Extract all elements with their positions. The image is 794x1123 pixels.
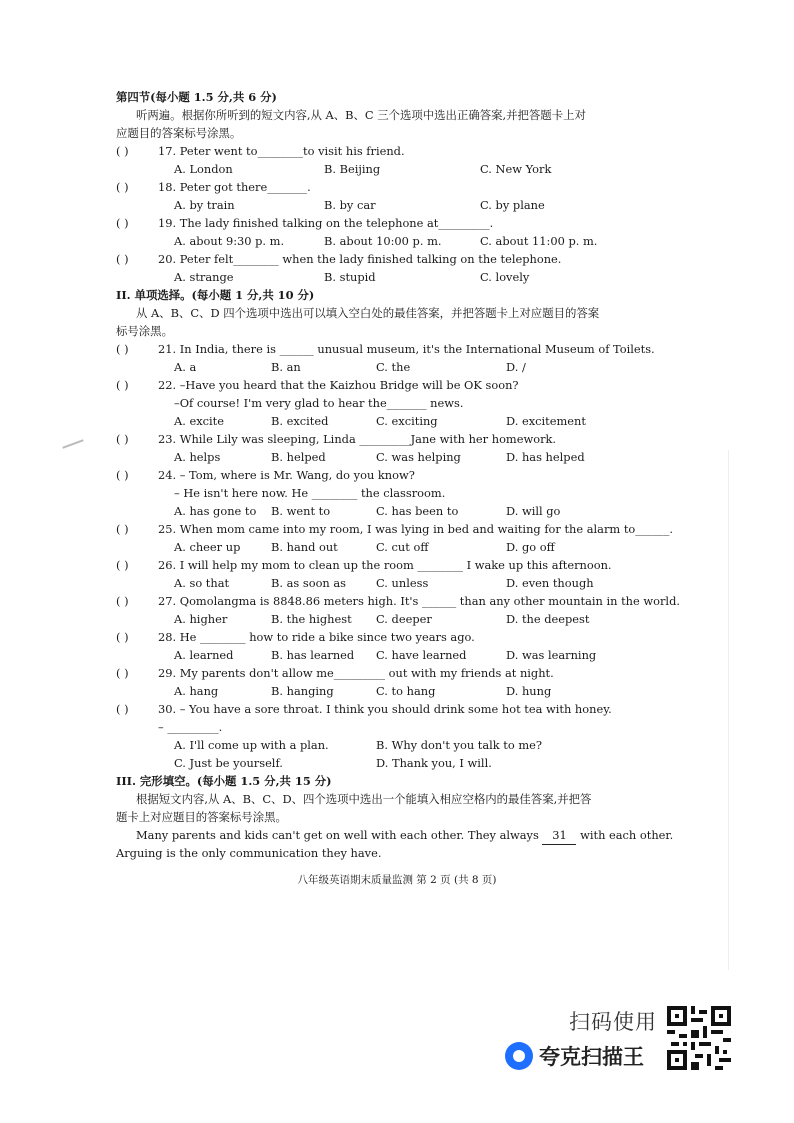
scan-scratch (62, 439, 83, 448)
question-24 (116, 466, 646, 484)
question-text: 28. He ________ how to ride a bike since two years ago. (158, 630, 475, 644)
option-d: D. will go (506, 504, 561, 518)
question-text: –Of course! I'm very glad to hear the_______ news. (174, 396, 464, 410)
option-c: C. by plane (480, 198, 545, 212)
passage-line-2: Arguing is the only communication they have. (116, 846, 382, 860)
section4-instruction-1: 听两遍。根据你所听到的短文内容,从 A、B、C 三个选项中选出正确答案,并把答题卡上对 (136, 108, 586, 122)
section4-questions (116, 142, 646, 286)
option-a: A. by train (174, 198, 235, 212)
answer-paren[interactable]: ( ) (116, 558, 129, 572)
option-b: B. as soon as (271, 576, 347, 590)
option-c: C. to hang (376, 684, 436, 698)
option-a: A. about 9:30 p. m. (174, 234, 285, 248)
question-text: 26. I will help my mom to clean up the room ________ I wake up this afternoon. (158, 558, 612, 572)
question-22 (116, 376, 646, 394)
passage-line-1 (116, 826, 674, 844)
option-d: D. was learning (506, 648, 597, 662)
blank-31: 31 (542, 826, 576, 845)
passage-text-a: Many parents and kids can't get on well with each other. They always (136, 828, 539, 842)
option-b: B. hand out (271, 540, 338, 554)
option-c: C. have learned (376, 648, 467, 662)
option-c: C. Just be yourself. (174, 756, 283, 770)
scanner-watermark (505, 1006, 735, 1076)
option-a: A. higher (174, 612, 228, 626)
qr-code-icon[interactable] (667, 1006, 731, 1070)
option-b: B. went to (271, 504, 331, 518)
option-c: C. the (376, 360, 411, 374)
option-d: D. Thank you, I will. (376, 756, 492, 770)
question-text: 24. – Tom, where is Mr. Wang, do you know? (158, 468, 415, 482)
question-options (116, 610, 646, 628)
question-options (116, 502, 646, 520)
watermark-top-text: 扫码使用 (569, 1010, 657, 1034)
section2-instruction-1: 从 A、B、C、D 四个选项中选出可以填入空白处的最佳答案，并把答题卡上对应题目的答案 (136, 306, 600, 320)
question-options (116, 268, 646, 286)
option-a: A. excite (174, 414, 224, 428)
question-25 (116, 520, 674, 538)
question-options (116, 196, 646, 214)
option-d: D. / (506, 360, 526, 374)
question-text: – He isn't here now. He ________ the classroom. (174, 486, 446, 500)
question-23 (116, 430, 646, 448)
option-c: C. New York (480, 162, 552, 176)
question-text: 21. In India, there is ______ unusual museum, it's the International Museum of Toilets. (158, 342, 655, 356)
answer-paren[interactable]: ( ) (116, 432, 129, 446)
question-27 (116, 592, 680, 610)
answer-paren[interactable]: ( ) (116, 378, 129, 392)
question-text: 20. Peter felt________ when the lady finished talking on the telephone. (158, 252, 562, 266)
question-options (116, 646, 646, 664)
question-text: 19. The lady finished talking on the telephone at_________. (158, 216, 494, 230)
question-26 (116, 556, 646, 574)
option-b: B. excited (271, 414, 329, 428)
option-c: C. exciting (376, 414, 438, 428)
option-b: B. has learned (271, 648, 355, 662)
watermark-bottom-text: 夸克扫描王 (539, 1045, 644, 1069)
answer-paren[interactable]: ( ) (116, 144, 129, 158)
option-d: D. excitement (506, 414, 586, 428)
option-a: A. hang (174, 684, 219, 698)
section4-instruction-2: 应题目的答案标号涂黑。 (116, 126, 242, 140)
answer-paren[interactable]: ( ) (116, 342, 129, 356)
option-d: D. hung (506, 684, 552, 698)
question-24-reply-line (116, 484, 646, 502)
question-options (116, 412, 646, 430)
question-30-reply-line (116, 718, 646, 736)
option-b: B. the highest (271, 612, 352, 626)
question-30-options-row-2 (116, 754, 646, 772)
option-a: A. learned (174, 648, 234, 662)
option-b: B. about 10:00 p. m. (324, 234, 442, 248)
option-b: B. an (271, 360, 301, 374)
option-c: C. lovely (480, 270, 530, 284)
option-c: C. was helping (376, 450, 461, 464)
option-b: B. by car (324, 198, 376, 212)
option-c: C. cut off (376, 540, 429, 554)
question-text: 25. When mom came into my room, I was lying in bed and waiting for the alarm to______. (158, 522, 674, 536)
question-22-reply-line (116, 394, 646, 412)
answer-paren[interactable]: ( ) (116, 522, 129, 536)
answer-paren[interactable]: ( ) (116, 216, 129, 230)
answer-paren[interactable]: ( ) (116, 630, 129, 644)
option-b: B. hanging (271, 684, 334, 698)
option-d: D. go off (506, 540, 555, 554)
option-a: A. a (174, 360, 197, 374)
section3-instruction-1: 根据短文内容,从 A、B、C、D、四个选项中选出一个能填入相应空格内的最佳答案,并把答 (136, 792, 592, 806)
option-a: A. London (174, 162, 233, 176)
exam-content (116, 88, 680, 862)
passage-text-b: with each other. (580, 828, 674, 842)
answer-paren[interactable]: ( ) (116, 666, 129, 680)
question-21 (116, 340, 655, 358)
option-a: A. I'll come up with a plan. (174, 738, 329, 752)
option-d: D. the deepest (506, 612, 590, 626)
question-17 (116, 142, 646, 160)
question-29 (116, 664, 646, 682)
scan-edge (728, 450, 729, 970)
option-a: A. so that (174, 576, 230, 590)
answer-paren[interactable]: ( ) (116, 468, 129, 482)
option-b: B. helped (271, 450, 326, 464)
question-30-reply: – _________. (158, 720, 223, 734)
quark-logo-icon (505, 1042, 533, 1070)
question-30 (116, 700, 646, 718)
section3-instruction-2: 题卡上对应题目的答案标号涂黑。 (116, 810, 287, 824)
option-c: C. has been to (376, 504, 459, 518)
answer-paren[interactable]: ( ) (116, 702, 129, 716)
question-text: 22. –Have you heard that the Kaizhou Bridge will be OK soon? (158, 378, 519, 392)
option-b: B. stupid (324, 270, 376, 284)
section3-heading: III. 完形填空。(每小题 1.5 分,共 15 分) (116, 774, 332, 788)
section2-instruction-2: 标号涂黑。 (116, 324, 173, 338)
option-c: C. unless (376, 576, 429, 590)
question-30-options-row-1 (116, 736, 646, 754)
question-text: 23. While Lily was sleeping, Linda _________Jane with her homework. (158, 432, 557, 446)
option-a: A. strange (174, 270, 234, 284)
question-options (116, 682, 646, 700)
section2-heading: II. 单项选择。(每小题 1 分,共 10 分) (116, 288, 315, 302)
question-text: 29. My parents don't allow me_________ out with my friends at night. (158, 666, 554, 680)
page-footer: 八年级英语期末质量监测 第 2 页 (共 8 页) (297, 874, 497, 886)
question-18 (116, 178, 646, 196)
question-19 (116, 214, 646, 232)
question-options (116, 160, 646, 178)
question-28 (116, 628, 646, 646)
question-20 (116, 250, 646, 268)
question-options (116, 448, 646, 466)
option-d: D. has helped (506, 450, 585, 464)
option-b: B. Beijing (324, 162, 381, 176)
option-a: A. has gone to (174, 504, 257, 518)
option-b: B. Why don't you talk to me? (376, 738, 543, 752)
question-text: 27. Qomolangma is 8848.86 meters high. It's ______ than any other mountain in the world. (158, 594, 680, 608)
question-text: 18. Peter got there_______. (158, 180, 311, 194)
section4-heading: 第四节(每小题 1.5 分,共 6 分) (116, 90, 277, 104)
option-a: A. helps (174, 450, 221, 464)
question-text: 17. Peter went to________to visit his friend. (158, 144, 405, 158)
section2-questions (116, 340, 680, 700)
question-options (116, 574, 646, 592)
question-30-text: 30. – You have a sore throat. I think you should drink some hot tea with honey. (158, 702, 612, 716)
answer-paren[interactable]: ( ) (116, 180, 129, 194)
question-options (116, 538, 646, 556)
option-d: D. even though (506, 576, 594, 590)
question-options (116, 358, 646, 376)
answer-paren[interactable]: ( ) (116, 594, 129, 608)
option-c: C. deeper (376, 612, 432, 626)
question-options (116, 232, 646, 250)
option-a: A. cheer up (174, 540, 241, 554)
answer-paren[interactable]: ( ) (116, 252, 129, 266)
option-c: C. about 11:00 p. m. (480, 234, 598, 248)
